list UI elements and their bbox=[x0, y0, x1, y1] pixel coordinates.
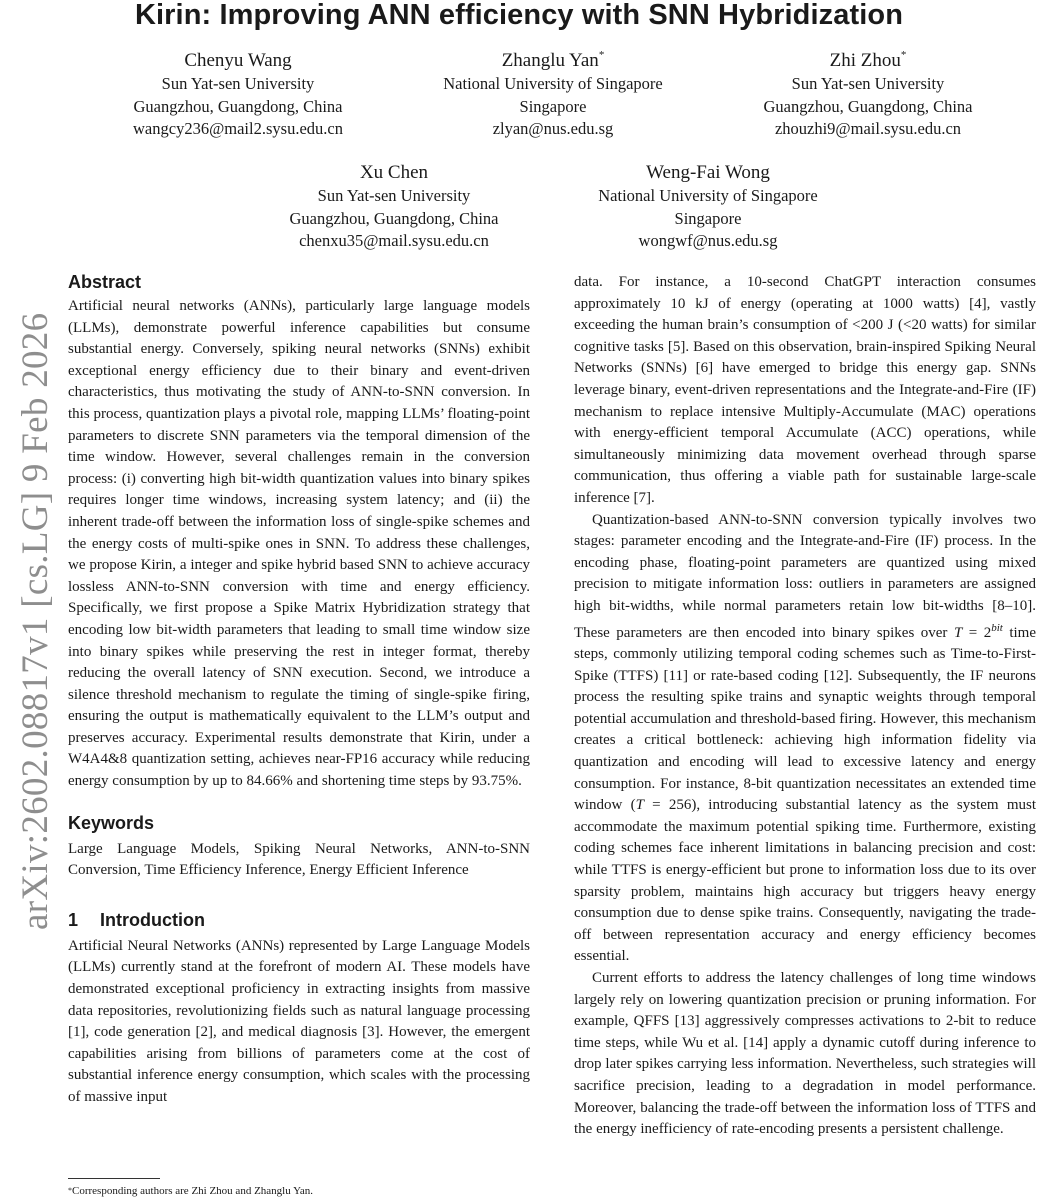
introduction-paragraph: Artificial Neural Networks (ANNs) represented by Large Language Models (LLMs) currently stand at the forefront of modern AI. These models have demonstrated exceptional proficiency in extracting insights from massive data repositories, revolutionizing fields such as natural language processing [1], code generation [2], and medical diagnosis [3]. However, the emergent capabilities arising from billions of parameters come at the cost of substantial inference energy consumption, which scales with the processing of massive input bbox=[68, 937, 530, 1105]
introduction-paragraph-2 bbox=[574, 510, 1036, 968]
section-number: 1 bbox=[68, 909, 79, 930]
author-email[interactable]: zlyan@nus.edu.sg bbox=[492, 119, 614, 139]
author-mark: * bbox=[598, 49, 605, 61]
author-name: Weng-Fai Wong bbox=[646, 162, 770, 183]
author-location: Singapore bbox=[519, 96, 587, 116]
author-block bbox=[234, 160, 554, 253]
footnote bbox=[68, 1184, 313, 1198]
footnote-mark: * bbox=[68, 1186, 72, 1195]
author-name: Chenyu Wang bbox=[184, 50, 292, 71]
author-name: Zhanglu Yan bbox=[501, 50, 599, 71]
keywords-text: Large Language Models, Spiking Neural Networks, ANN-to-SNN Conversion, Time Efficiency Inference, Energy Efficient Inference bbox=[68, 840, 530, 879]
abstract-text: Artificial neural networks (ANNs), particularly large language models (LLMs), demonstrate powerful inference capabilities but consume substantial energy. Conversely, spiking neural networks (SNNs) exhibit exceptional energy efficiency due to their binary and event-driven characteristics, thus motivating the study of ANN-to-SNN conversion. In this process, quantization plays a pivotal role, mapping LLMs’ floating-point parameters to discrete SNN parameters via the temporal dimension of the time window. However, several challenges remain in the conversion process: (i) converting high bit-width quantization values into binary spikes requires longer time windows, increasing system latency; and (ii) the inherent trade-off between the information loss of single-spike schemes and the energy costs of multi-spike ones in SNN. To address these challenges, we propose Kirin, a integer and spike hybrid based SNN to achieve accuracy lossless ANN-to-SNN conversion with time and energy efficiency. Specifically, we first propose a Spike Matrix Hybridization strategy that encoding low bit-width parameters that leading to small time window size into binary spikes while preserving the rest in integer format, thereby reducing the overall latency of SNN execution. Second, we introduce a silence threshold mechanism to regulate the timing of single-spike firing, ensuring the output is mathematically equivalent to the LLM’s output and preserves accuracy. Experimental results demonstrate that Kirin, under a W4A4&8 quantization setting, achieves near-FP16 accuracy while reducing energy consumption by up to 84.66% and shortening time steps by 93.75%. bbox=[68, 298, 530, 790]
paragraph-text: = 256), introducing substantial latency as the system must accommodate the maximum potential spiking time. Furthermore, existing coding schemes face inherent limitations in balancing precision and cost: while TTFS is energy-efficient but prone to information loss due to its over sparsity problem, maintains high accuracy but triggers heavy energy consumption due to dense spike trains. Consequently, navigating the trade-off between representation accuracy and energy efficiency becomes essential. bbox=[574, 797, 1036, 965]
author-email[interactable]: chenxu35@mail.sysu.edu.cn bbox=[299, 231, 489, 251]
author-location: Guangzhou, Guangdong, China bbox=[763, 96, 973, 116]
introduction-paragraph-continued: data. For instance, a 10-second ChatGPT interaction consumes approximately 10 kJ of energy (operating at 1000 watts) [4], vastly exceeding the human brain’s consumption of <200 J (<20 watts) for similar cognitive tasks [5]. Based on this observation, brain-inspired Spiking Neural Networks (SNNs) [6] have emerged to bridge this energy gap. SNNs leverage binary, event-driven representations and the Integrate-and-Fire (IF) mechanism to replace intensive Multiply-Accumulate (MAC) operations with energy-efficient temporal Accumulate (ACC) operations, while simultaneously minimizing data movement overhead through sparse communication, thus offering a viable path for sustainable large-scale inference [7]. bbox=[574, 274, 1036, 506]
keywords-heading: Keywords bbox=[68, 812, 155, 833]
author-affiliation: Sun Yat-sen University bbox=[161, 74, 315, 93]
author-block bbox=[548, 160, 868, 253]
footnote-text: Corresponding authors are Zhi Zhou and Zhanglu Yan. bbox=[72, 1185, 314, 1197]
author-affiliation: National University of Singapore bbox=[598, 186, 818, 205]
footnote-rule bbox=[68, 1178, 160, 1179]
author-affiliation: Sun Yat-sen University bbox=[791, 74, 945, 93]
arxiv-identifier[interactable]: arXiv:2602.08817v1 [cs.LG] 9 Feb 2026 bbox=[15, 312, 56, 930]
introduction-paragraph-3: Current efforts to address the latency challenges of long time windows largely rely on lowering quantization precision or pruning information. For example, QFFS [13] aggressively compresses activations to 2-bit to reduce time steps, while Wu et al. [14] apply a dynamic cutoff during inference to drop later spikes carrying less information. Nevertheless, such strategies will sacrifice precision, leading to a degradation in model performance. Moreover, balancing the trade-off between the information loss of TTFS and the energy inefficiency of rate-encoding presents a persistent challenge. bbox=[574, 970, 1036, 1138]
section-title: Introduction bbox=[100, 909, 205, 930]
author-name: Xu Chen bbox=[359, 162, 429, 183]
author-email[interactable]: wongwf@nus.edu.sg bbox=[638, 231, 778, 251]
author-block bbox=[78, 48, 398, 141]
math-text: = 2 bbox=[962, 624, 992, 641]
left-column bbox=[68, 270, 530, 1109]
author-location: Guangzhou, Guangdong, China bbox=[289, 208, 499, 228]
introduction-heading bbox=[68, 908, 530, 932]
author-location: Guangzhou, Guangdong, China bbox=[133, 96, 343, 116]
author-email[interactable]: zhouzhi9@mail.sysu.edu.cn bbox=[774, 119, 962, 139]
math-variable: T bbox=[635, 797, 644, 814]
math-variable: T bbox=[953, 624, 963, 641]
paragraph-text: Quantization-based ANN-to-SNN conversion typically involves two stages: parameter encoding and the Integrate-and-Fire (IF) process. In the encoding phase, floating-point parameters are quantized using mixed precision to mitigate information loss: outliers in parameters are assigned high bit-widths, while normal parameters retain low bit-widths [8–10]. These parameters are then encoded into binary spikes over bbox=[574, 511, 1036, 641]
page-title: Kirin: Improving ANN efficiency with SNN Hybridization bbox=[134, 0, 904, 31]
author-block bbox=[393, 48, 713, 141]
author-email[interactable]: wangcy236@mail2.sysu.edu.cn bbox=[133, 119, 343, 139]
abstract-heading: Abstract bbox=[68, 272, 142, 292]
author-affiliation: Sun Yat-sen University bbox=[317, 186, 471, 205]
author-mark: * bbox=[900, 49, 907, 61]
author-affiliation: National University of Singapore bbox=[443, 74, 663, 93]
author-name: Zhi Zhou bbox=[829, 50, 901, 71]
author-block bbox=[708, 48, 1028, 141]
math-superscript: bit bbox=[991, 621, 1003, 634]
author-location: Singapore bbox=[674, 208, 742, 228]
right-column bbox=[574, 272, 1036, 1141]
paragraph-text: time steps, commonly utilizing temporal coding schemes such as Time-to-First-Spike (TTFS) [11] or rate-based coding [12]. Subsequently, the IF neurons process the resulting spike trains and synaptic weights through temporal potential accumulation and threshold-based firing. However, this mechanism creates a critical bottleneck: achieving high information fidelity via quantization and encoding will lead to excessive latency and energy consumption. For instance, 8-bit quantization necessitates an extended time window ( bbox=[574, 624, 1036, 814]
